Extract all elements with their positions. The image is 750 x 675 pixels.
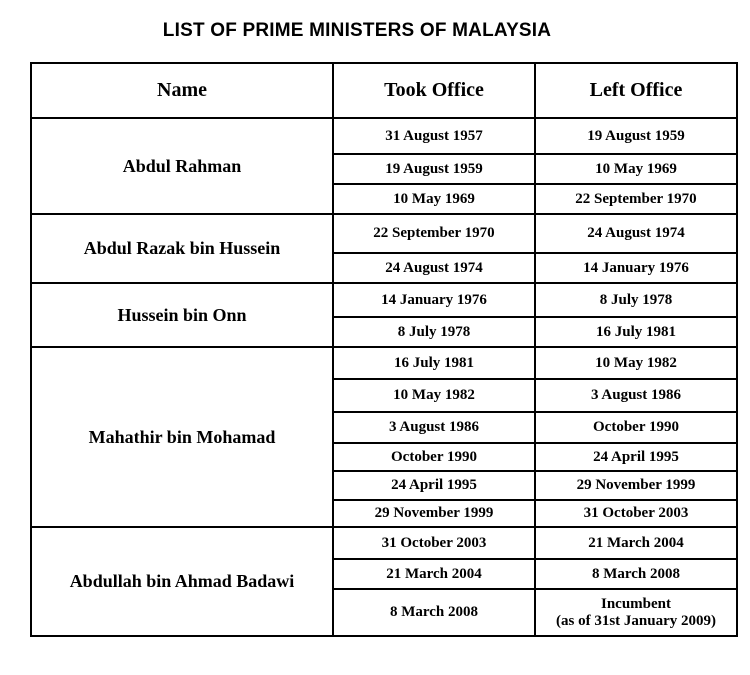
took-office-cell: 24 August 1974 bbox=[333, 253, 535, 283]
left-office-cell: 22 September 1970 bbox=[535, 184, 737, 214]
left-office-cell: 24 August 1974 bbox=[535, 214, 737, 253]
page-title: LIST OF PRIME MINISTERS OF MALAYSIA bbox=[162, 20, 552, 41]
pm-name-cell: Abdul Razak bin Hussein bbox=[31, 214, 333, 283]
took-office-cell: 19 August 1959 bbox=[333, 154, 535, 184]
left-office-cell: 19 August 1959 bbox=[535, 118, 737, 154]
left-office-cell: 14 January 1976 bbox=[535, 253, 737, 283]
pm-name-cell: Hussein bin Onn bbox=[31, 283, 333, 347]
took-office-cell: 14 January 1976 bbox=[333, 283, 535, 317]
left-office-cell: 21 March 2004 bbox=[535, 527, 737, 559]
header-row bbox=[31, 63, 737, 118]
took-office-cell: 10 May 1982 bbox=[333, 379, 535, 412]
took-office-cell: 31 August 1957 bbox=[333, 118, 535, 154]
left-office-cell: 10 May 1982 bbox=[535, 347, 737, 379]
took-office-cell: 22 September 1970 bbox=[333, 214, 535, 253]
left-office-cell: 31 October 2003 bbox=[535, 500, 737, 527]
left-office-cell: 10 May 1969 bbox=[535, 154, 737, 184]
took-office-cell: 3 August 1986 bbox=[333, 412, 535, 443]
table-row bbox=[31, 214, 737, 253]
column-header-left-office: Left Office bbox=[535, 63, 737, 118]
took-office-cell: 16 July 1981 bbox=[333, 347, 535, 379]
column-header-took-office: Took Office bbox=[333, 63, 535, 118]
column-header-name: Name bbox=[31, 63, 333, 118]
left-office-cell: 8 March 2008 bbox=[535, 559, 737, 589]
left-office-cell: 8 July 1978 bbox=[535, 283, 737, 317]
table-row bbox=[31, 347, 737, 379]
table-row bbox=[31, 527, 737, 559]
prime-ministers-table bbox=[30, 62, 738, 637]
left-office-cell: 16 July 1981 bbox=[535, 317, 737, 347]
took-office-cell: 29 November 1999 bbox=[333, 500, 535, 527]
pm-name-cell: Abdullah bin Ahmad Badawi bbox=[31, 527, 333, 636]
pm-name-cell: Mahathir bin Mohamad bbox=[31, 347, 333, 527]
pm-name-cell: Abdul Rahman bbox=[31, 118, 333, 214]
left-office-cell bbox=[535, 589, 737, 636]
took-office-cell: 8 July 1978 bbox=[333, 317, 535, 347]
incumbent-label: Incumbent bbox=[600, 595, 671, 612]
left-office-cell: 29 November 1999 bbox=[535, 471, 737, 500]
took-office-cell: 8 March 2008 bbox=[333, 589, 535, 636]
took-office-cell: 10 May 1969 bbox=[333, 184, 535, 214]
took-office-cell: 31 October 2003 bbox=[333, 527, 535, 559]
table-row bbox=[31, 118, 737, 154]
took-office-cell: 21 March 2004 bbox=[333, 559, 535, 589]
table-row bbox=[31, 283, 737, 317]
incumbent-note: (as of 31st January 2009) bbox=[556, 612, 716, 629]
left-office-cell: 3 August 1986 bbox=[535, 379, 737, 412]
left-office-cell: 24 April 1995 bbox=[535, 443, 737, 471]
took-office-cell: 24 April 1995 bbox=[333, 471, 535, 500]
left-office-cell: October 1990 bbox=[535, 412, 737, 443]
took-office-cell: October 1990 bbox=[333, 443, 535, 471]
